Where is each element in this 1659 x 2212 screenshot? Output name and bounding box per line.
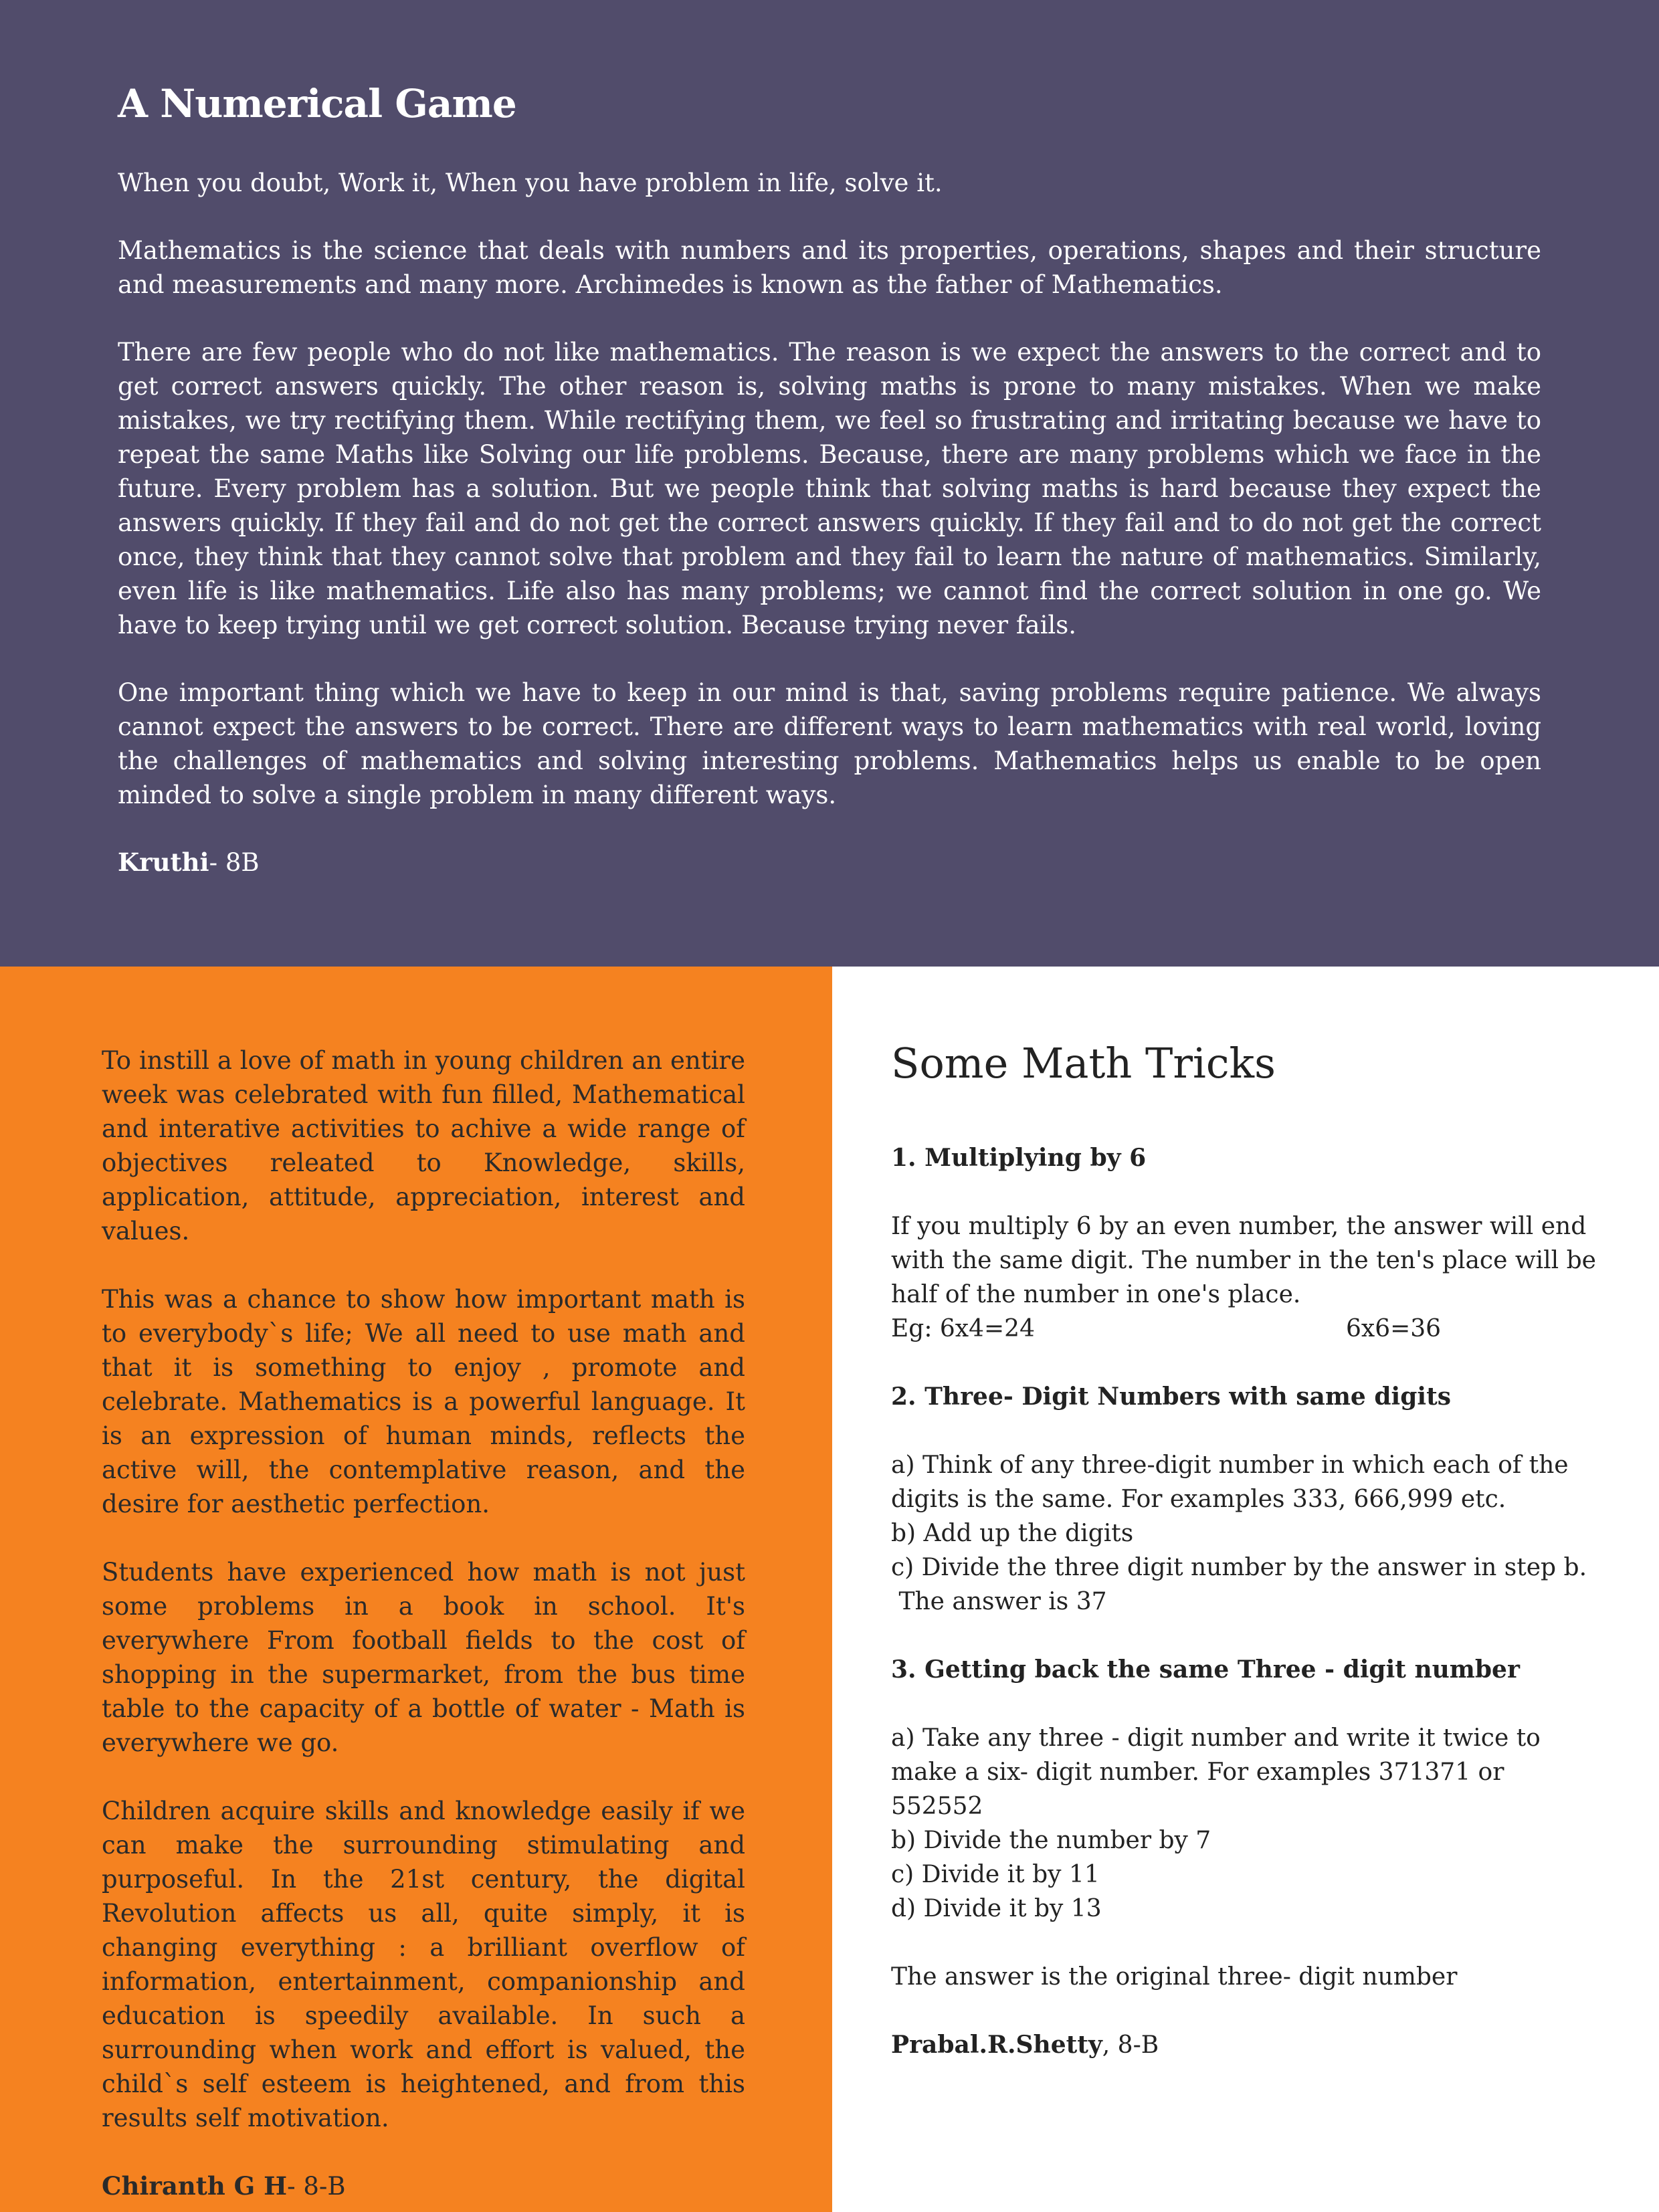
article-paragraph: When you doubt, Work it, When you have problem in life, solve it. [118,169,943,197]
trick-heading: 1. Multiplying by 6 [891,1144,1147,1172]
trick-step: c) Divide it by 11 [891,1861,1100,1888]
trick-step: d) Divide it by 13 [891,1895,1102,1922]
trick-example: 6x6=36 [1346,1315,1442,1342]
trick-step: b) Divide the number by 7 [891,1827,1211,1854]
trick-text: If you multiply 6 by an even number, the answer will end with the same digit. The number in the ten's place will be half of the number in one's place. [891,1213,1596,1308]
author-name: Prabal.R.Shetty [891,2031,1102,2059]
trick-step: b) Add up the digits [891,1520,1134,1547]
article-paragraph: There are few people who do not like mathematics. The reason is we expect the answers to the correct and to get correct answers quickly. The other reason is, solving maths is prone to many mistakes. When we make mistakes, we try rectifying them. While rectifying them, we feel so frustrating and irritating because we have to repeat the same Maths like Solving our life problems. Because, there are many problems which we face in the future. Every problem has a solution. But we people think that solving maths is hard because they expect the answers quickly. If they fail and do not get the correct answers quickly. If they fail and to do not get the correct once, they think that they cannot solve that problem and they fail to learn the nature of mathematics. Similarly, even life is like mathematics. Life also has many problems; we cannot find the correct solution in one go. We have to keep trying until we get correct solution. Because trying never fails. [118,338,1541,639]
trick-example: Eg: 6x4=24 [891,1315,1035,1342]
author-class: - 8B [209,848,260,877]
author-class: , 8-B [1102,2031,1159,2059]
author-name: Kruthi [118,847,209,877]
trick-step: a) Think of any three-digit number in which each of the digits is the same. For examples 333, 666,999 etc. [891,1451,1569,1513]
article-title: A Numerical Game [118,81,516,126]
article-math-week [0,967,832,2212]
trick-body [891,1721,1603,1926]
article-paragraph: One important thing which we have to keep in our mind is that, saving problems require patience. We always cannot expect the answers to be correct. There are different ways to learn mathematics with real world, loving the challenges of mathematics and solving interesting problems. Mathematics helps us enable to be open minded to solve a single problem in many different ways. [118,678,1541,809]
trick-step: a) Take any three - digit number and write it twice to make a six- digit number. For examples 371371 or 552552 [891,1724,1541,1820]
author-name: Chiranth G H [102,2171,288,2201]
author-signature [102,2169,745,2203]
trick-example-row [891,1312,1603,1346]
trick-body [891,1448,1603,1619]
article-paragraph: Students have experienced how math is not just some problems in a book in school. It's everywhere From football fields to the cost of shopping in the supermarket, from the bus time table to the capacity of a bottle of water - Math is everywhere we go. [102,1558,745,1757]
article-paragraph: Mathematics is the science that deals with numbers and its properties, operations, shapes and their structure and measurements and many more. Archimedes is known as the father of Mathematics. [118,236,1541,299]
article-paragraph: Children acquire skills and knowledge easily if we can make the surrounding stimulating and purposeful. In the 21st century, the digital Revolution affects us all, quite simply, it is changing everything : a brilliant overflow of information, entertainment, companionship and education is speedily available. In such a surrounding when work and effort is valued, the child`s self esteem is heightened, and from this results self motivation. [102,1797,745,2132]
author-signature [118,845,1541,880]
author-class: - 8-B [287,2172,346,2201]
article-title: Some Math Tricks [891,1039,1276,1088]
article-paragraph: To instill a love of math in young children an entire week was celebrated with fun filled, Mathematical and interative activities to achive a wide range of objectives releated to Knowledge, skills, application, attitude, appreciation, interest and values. [102,1046,745,1245]
trick-heading: 2. Three- Digit Numbers with same digits [891,1383,1451,1411]
trick-heading: 3. Getting back the same Three - digit number [891,1655,1520,1684]
author-signature [891,2028,1603,2062]
article-paragraph: This was a chance to show how important math is to everybody`s life; We all need to use math and that it is something to enjoy , promote and celebrate. Mathematics is a powerful language. It is an expression of human minds, reflects the active will, the contemplative reason, and the desire for aesthetic perfection. [102,1285,745,1518]
article-numerical-game [0,0,1659,967]
trick-step: c) Divide the three digit number by the answer in step b. [891,1554,1587,1581]
trick-conclusion: The answer is the original three- digit number [891,1963,1458,1991]
trick-step: The answer is 37 [891,1588,1107,1615]
trick-body [891,1209,1603,1346]
article-math-tricks [832,967,1659,2212]
